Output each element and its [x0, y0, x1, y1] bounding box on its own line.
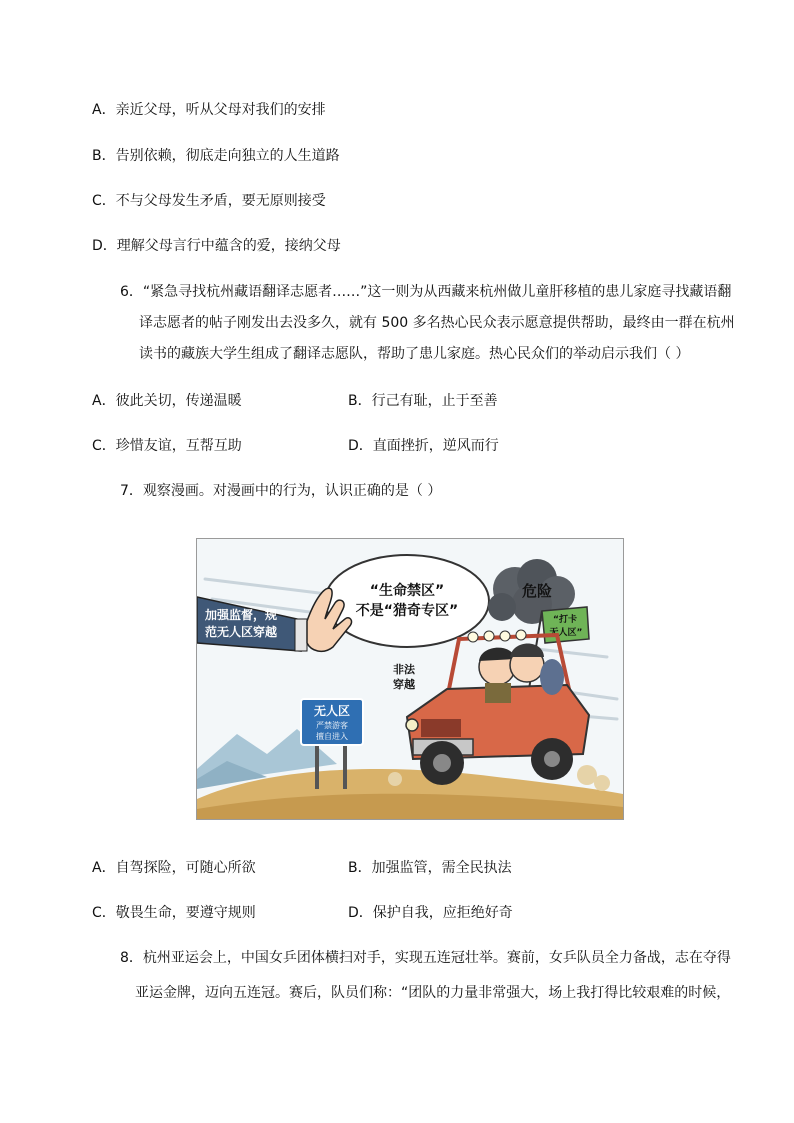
sleeve-line-2: 范无人区穿越 [205, 625, 278, 639]
flag-line-2: 无人区” [549, 628, 583, 638]
q6-option-c: C．珍惜友谊，互帮互助 [92, 438, 242, 454]
sleeve-line-1: 加强监督，规 [205, 608, 278, 622]
q6-option-b: B．行己有耻，止于至善 [348, 393, 498, 409]
q7-option-c: C．敬畏生命，要遵守规则 [92, 905, 256, 921]
illegal-line-1: 非法 [393, 663, 415, 676]
q7-option-d: D．保护自我，应拒绝好奇 [348, 905, 513, 921]
q6-stem-line-1: 6．“紧急寻找杭州藏语翻译志愿者……”这一则为从西藏来杭州做儿童肝移植的患儿家庭寻找藏语翻 [120, 284, 732, 300]
q7-option-a: A．自驾探险，可随心所欲 [92, 860, 256, 876]
q6-option-a: A．彼此关切，传递温暖 [92, 393, 242, 409]
q5-option-c: C．不与父母发生矛盾，要无原则接受 [92, 193, 326, 209]
sign-title: 无人区 [313, 704, 351, 718]
q5-option-b: B．告别依赖，彻底走向独立的人生道路 [92, 148, 340, 164]
sign-line-1: 严禁游客 [316, 721, 348, 730]
q7-option-b: B．加强监管，需全民执法 [348, 860, 512, 876]
sign-line-2: 擅自进入 [316, 732, 348, 741]
illegal-line-2: 穿越 [393, 678, 415, 691]
speech-bubble [325, 555, 489, 647]
flag-line-1: “打卡 [553, 615, 577, 625]
q6-stem-line-2: 译志愿者的帖子刚发出去没多久，就有 500 多名热心民众表示愿意提供帮助，最终由一群在杭州 [139, 315, 735, 331]
q6-option-d: D．直面挫折，逆风而行 [348, 438, 499, 454]
bubble-line-1: “生命禁区” [369, 583, 445, 599]
q5-option-a: A．亲近父母，听从父母对我们的安排 [92, 102, 326, 118]
cartoon-image [196, 538, 624, 820]
danger-label: 危险 [521, 582, 553, 600]
bubble-line-2: 不是“猎奇专区” [355, 603, 459, 619]
q8-stem-line-2: 亚运金牌，迈向五连冠。赛后，队员们称：“团队的力量非常强大，场上我打得比较艰难的时候， [135, 985, 731, 1001]
q8-stem-line-1: 8．杭州亚运会上，中国女乒团体横扫对手，实现五连冠壮举。赛前，女乒队员全力备战，志在夺得 [120, 950, 731, 966]
q7-stem: 7．观察漫画。对漫画中的行为，认识正确的是（ ） [120, 483, 442, 499]
q6-stem-line-3: 读书的藏族大学生组成了翻译志愿队，帮助了患儿家庭。热心民众们的举动启示我们（ ） [139, 346, 690, 362]
q5-option-d: D．理解父母言行中蕴含的爱，接纳父母 [92, 238, 341, 254]
